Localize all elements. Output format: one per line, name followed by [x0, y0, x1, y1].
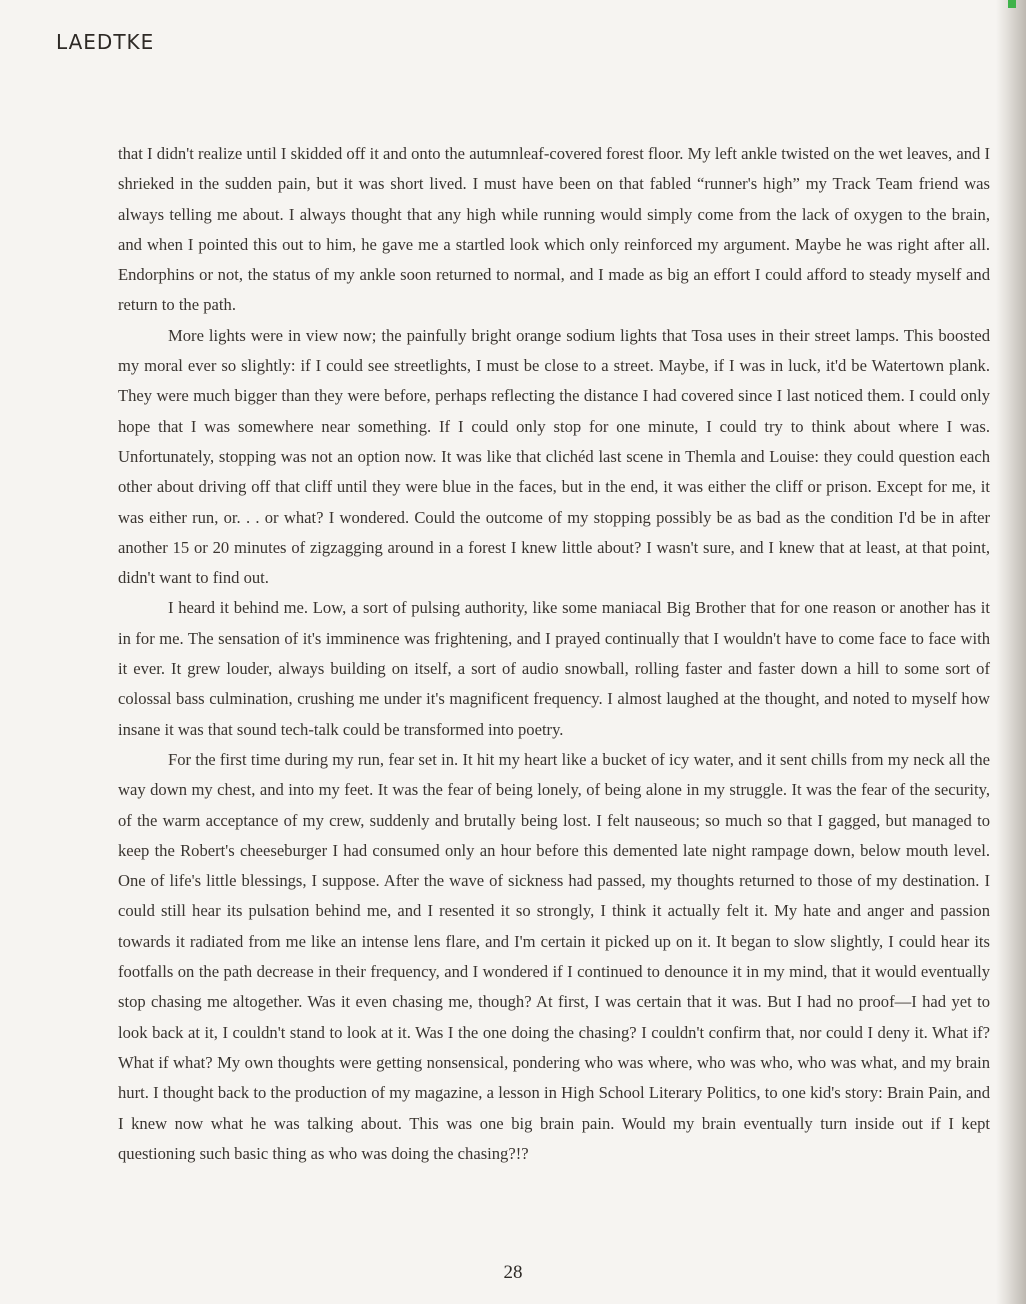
running-head: LAEDTKE	[56, 30, 155, 54]
page-number: 28	[503, 1262, 523, 1283]
paragraph: that I didn't realize until I skidded off it and onto the autumnleaf-covered forest floor. My left ankle twisted on the wet leaves, and I shrieked in the sudden pain, but it was short lived. I must have been on that fabled “runner's high” my Track Team friend was always telling me about. I always thought that any high while running would simply come from the lack of oxygen to the brain, and when I pointed this out to him, he gave me a startled look which only reinforced my argument. Maybe he was right after all. Endorphins or not, the status of my ankle soon returned to normal, and I made as big an effort I could afford to steady myself and return to the path.	[118, 144, 990, 315]
page-binding-shadow	[996, 0, 1026, 1304]
body-text	[118, 139, 990, 1169]
paragraph: For the first time during my run, fear set in. It hit my heart like a bucket of icy water, and it sent chills from my neck all the way down my chest, and into my feet. It was the fear of being lonely, of being alone in my struggle. It was the fear of the security, of the warm acceptance of my crew, suddenly and brutally being lost. I felt nauseous; so much so that I gagged, but managed to keep the Robert's cheeseburger I had consumed only an hour before this demented late night rampage down, below mouth level. One of life's little blessings, I suppose. After the wave of sickness had passed, my thoughts returned to those of my destination. I could still hear its pulsation behind me, and I resented it so strongly, I think it actually felt it. My hate and anger and passion towards it radiated from me like an intense lens flare, and I'm certain it picked up on it. It began to slow slightly, I could hear its footfalls on the path decrease in their frequency, and I wondered if I continued to denounce it in my mind, that it would eventually stop chasing me altogether. Was it even chasing me, though? At first, I was certain that it was. But I had no proof—I had yet to look back at it, I couldn't stand to look at it. Was I the one doing the chasing? I couldn't confirm that, nor could I deny it. What if? What if what? My own thoughts were getting nonsensical, pondering who was where, who was who, who was what, and my brain hurt. I thought back to the production of my magazine, a lesson in High School Literary Politics, to one kid's story: Brain Pain, and I knew now what he was talking about. This was one big brain pain. Would my brain eventually turn inside out if I kept questioning such basic thing as who was doing the chasing?!?	[118, 749, 990, 1163]
binding-marker	[1008, 0, 1016, 8]
paragraph: More lights were in view now; the painfully bright orange sodium lights that Tosa uses in their street lamps. This boosted my moral ever so slightly: if I could see streetlights, I must be close to a street. Maybe, if I was in luck, it'd be Watertown plank. They were much bigger than they were before, perhaps reflecting the distance I had covered since I last noticed them. I could only hope that I was somewhere near something. If I could only stop for one minute, I could try to think about where I was. Unfortunately, stopping was not an option now. It was like that clichéd last scene in Themla and Louise: they could question each other about driving off that cliff until they were blue in the faces, but in the end, it was either the cliff or prison. Except for me, it was either run, or. . . or what? I wondered. Could the outcome of my stopping possibly be as bad as the condition I'd be in after another 15 or 20 minutes of zigzagging around in a forest I knew little about? I wasn't sure, and I knew that at least, at that point, didn't want to find out.	[118, 325, 990, 588]
paragraph: I heard it behind me. Low, a sort of pulsing authority, like some maniacal Big Brother that for one reason or another has it in for me. The sensation of it's imminence was frightening, and I prayed continually that I wouldn't have to come face to face with it ever. It grew louder, always building on itself, a sort of audio snowball, rolling faster and faster down a hill to some sort of colossal bass culmination, crushing me under it's magnificent frequency. I almost laughed at the thought, and noted to myself how insane it was that sound tech-talk could be transformed into poetry.	[118, 598, 990, 739]
